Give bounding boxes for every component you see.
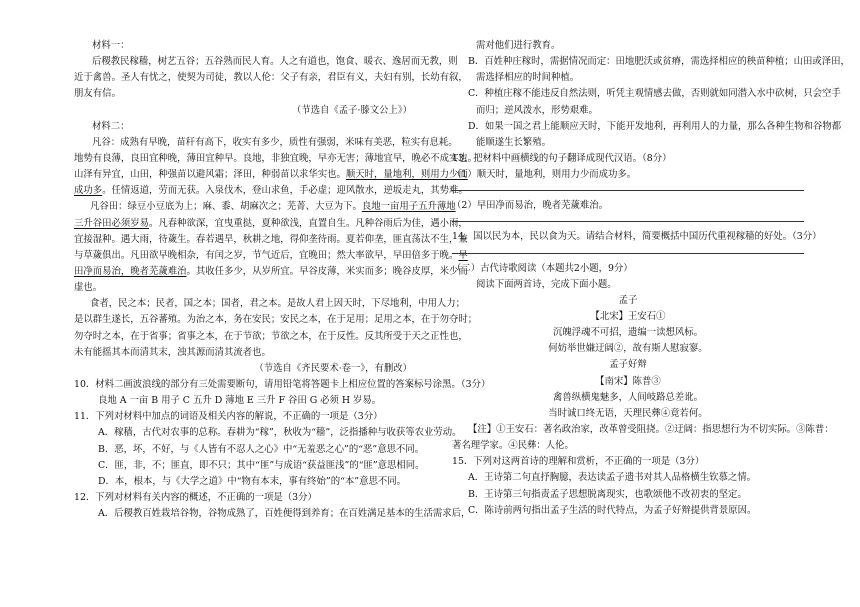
text-line (74, 103, 420, 119)
line-text: 何妨举世嫌迂阔②，故有斯人慰寂寥。 (548, 343, 708, 355)
text-line (74, 38, 420, 54)
line-text: 阅读下面两首诗，完成下面小题。 (476, 278, 617, 290)
text-line (74, 474, 420, 490)
left-column (74, 38, 491, 522)
line-text: 能顺遂生长繁殖。 (476, 136, 552, 148)
line-text: 后稷教民稼穑，树艺五谷；五谷熟而民人育。人之有道也，饱食、暖衣、逸居而无教，则 (92, 56, 458, 68)
text-line (452, 406, 804, 422)
line-text: 11．下列对材料中加点的词语及相关内容的解说，不正确的一项是（3分） (74, 411, 383, 423)
line-text: A．王诗第二句直抒胸臆，表达读孟子遗书对其人品格横生钦慕之情。 (468, 472, 757, 484)
text-line (74, 167, 468, 183)
line-text: 未有能摇其本而清其末，浊其源而清其流者也。 (74, 346, 271, 358)
text-line (452, 38, 804, 54)
line-text: B．恶，坏，不好，与《人皆有不忍人之心》中“无羞恶之心”的“恶”意思不同。 (98, 443, 425, 455)
text-line (74, 86, 420, 102)
text-line (74, 345, 420, 361)
line-text: 凡谷：成熟有早晚，苗秆有高下，收实有多少，质性有强弱，米味有美恶，粒实有息耗。 (92, 136, 458, 148)
underlined-sentence: 良地一亩用子五升薄地 (361, 201, 456, 213)
line-text-after: 。任情返道，劳而无获。入泉伐木，登山求鱼，手必虚；迎风散水，逆坂走丸，其势难。 (102, 185, 468, 197)
text-line (74, 393, 420, 409)
line-text: C．陈诗前两句指出孟子生活的时代特点，为孟子好辩提供背景原因。 (468, 504, 757, 516)
answer-line[interactable] (452, 253, 804, 254)
underlined-sentence: 成功多 (74, 185, 103, 197)
line-text: 良地 A 一亩 B 用子 C 五升 D 薄地 E 三升 F 谷田 G 必须 H 岁易。 (98, 395, 382, 407)
line-text: 近于禽兽。圣人有忧之，使契为司徒，教以人伦：父子有亲，君臣有义，夫妇有别，长幼有叙， (74, 72, 468, 84)
text-line (452, 503, 804, 519)
text-line (452, 357, 804, 373)
line-text: 当时诚口终无语，天理民彝④竟若何。 (548, 407, 708, 419)
line-text-after: 。凡春种欲深，宜曳重挞，夏种欲浅，直置自生。凡种谷雨后为佳，遇小雨， (149, 217, 468, 229)
line-text: 材料一： (92, 40, 130, 51)
line-text: 需对他们进行教育。 (476, 40, 561, 51)
line-text: 【注】①王安石：著名政治家，改革曾受阻挠。②迂阔：指思想行为不切实际。③陈普： (468, 423, 834, 435)
text-line (74, 312, 478, 328)
text-line (74, 442, 425, 458)
line-text: （2）早田净而易治，晚者芜薉难治。 (452, 200, 608, 212)
text-line (74, 54, 458, 70)
text-line (452, 103, 804, 119)
text-line (74, 183, 468, 199)
line-text: 14．国以民为本，民以食为天。请结合材料，简要概括中国历代重视稼穑的好处。（3分） (452, 231, 822, 243)
text-line (452, 277, 804, 293)
line-text: 著名理学家。④民彝：人伦。 (452, 440, 574, 452)
text-line (452, 374, 804, 390)
text-line (74, 377, 491, 393)
line-text: 13．把材料中画横线的句子翻译成现代汉语。（8分） (452, 152, 672, 164)
underlined-sentence: 顺天时，量地利，则用力少而 (345, 169, 468, 181)
right-column (452, 38, 850, 519)
text-line (74, 296, 466, 312)
line-text: 凡谷田：绿豆小豆底为上；麻、黍、胡麻次之；芜菁、大豆为下。 (90, 201, 362, 213)
answer-line[interactable] (452, 221, 804, 222)
line-text: B．王诗第三句指责孟子思想脱离现实，也歌颂他不改初衷的坚定。 (468, 488, 747, 500)
line-text: 孟子 (618, 294, 638, 306)
text-line (452, 70, 804, 86)
line-text: C．种植庄稼不能违反自然法则，听凭主观情感去做，否则就如同潜入水中砍树，只会空手 (468, 88, 841, 100)
line-text: D．如果一国之君上能顺应天时，下能开发地利，再利用人的力量，那么各种生物和谷物都 (468, 120, 842, 132)
text-line (452, 309, 804, 325)
line-text: 勿夺时之本，在于省事；省事之本，在于节欲；节欲之本，在于反性。反其所受于天之正性也， (74, 330, 468, 342)
line-text: 孟子好辩 (609, 359, 647, 371)
line-text: 15．下列对这两首诗的理解和赏析，不正确的一项是（3分） (452, 456, 705, 468)
text-line (74, 425, 462, 441)
line-text: 材料二： (92, 120, 130, 132)
text-line (74, 264, 468, 280)
text-line (74, 135, 458, 151)
line-text: （节选自《齐民要术·卷一》，有删改） (254, 362, 412, 374)
text-line (452, 470, 804, 486)
text-line (452, 229, 822, 245)
text-line (74, 216, 468, 232)
text-line (452, 390, 804, 406)
line-text: A．稼穑，古代对农事的总称。春耕为“稼”，秋收为“穑”，泛指播种与收获等农业劳动。 (98, 427, 462, 439)
text-line (452, 135, 804, 151)
text-line (452, 487, 804, 503)
text-line (452, 54, 850, 70)
text-line (74, 248, 468, 264)
text-line (452, 167, 804, 183)
text-line (452, 119, 842, 135)
text-line (74, 199, 456, 215)
line-text: C．匪，非，不；匪直，即不只；其中“匪”与成语“获益匪浅”的“匪”意思相同。 (98, 459, 425, 471)
line-text: 禽兽纵横鬼魅多，人间岐路总差讹。 (552, 391, 703, 403)
line-text: 是以群生遂长，五谷蕃殖。为治之本，务在安民；安民之本，在于足用；足用之本，在于勿夺时； (74, 314, 478, 326)
text-line (452, 86, 841, 102)
underlined-sentence: 三升谷田必须岁易 (74, 217, 150, 229)
text-line (452, 151, 804, 167)
line-text-after: 。其收任多少，从岁所宜。早谷皮薄，米实而多；晚谷皮厚，米少而 (186, 265, 468, 277)
line-text: 朋友有信。 (74, 88, 121, 100)
underlined-sentence: 早 (458, 249, 468, 261)
line-text: A．后稷教百姓栽培谷物，谷物成熟了，百姓便得到养育；在百姓满足基本的生活需求后， (98, 508, 471, 520)
text-line (74, 151, 478, 167)
line-text: （二）古代诗歌阅读（本题共2小题，9分） (452, 262, 633, 274)
line-text: 虚也。 (74, 282, 103, 294)
text-line (74, 280, 420, 296)
answer-line[interactable] (452, 190, 804, 191)
text-line (74, 232, 468, 248)
text-line (452, 438, 804, 454)
line-text: 【北宋】王安石① (590, 310, 666, 322)
text-line (74, 119, 420, 135)
line-text: （节选自《孟子·滕文公上》） (291, 104, 412, 116)
line-text: 需选择相应的时间种植。 (476, 72, 580, 84)
line-text: B．百姓种庄稼时，需据情况而定：田地肥沃或贫瘠，需选择相应的秧苗种植；山田或泽田， (468, 56, 850, 68)
text-line (74, 506, 471, 522)
line-text: 10．材料二画波浪线的部分有三处需要断句，请用铅笔将答题卡上相应位置的答案标号涂黑。（3分） (74, 378, 491, 390)
text-line (74, 490, 420, 506)
text-line (74, 329, 468, 345)
text-line (452, 454, 804, 470)
text-line (452, 422, 834, 438)
underlined-sentence: 田净而易治，晚者芜薉难治 (74, 265, 187, 277)
text-line (452, 341, 804, 357)
line-text: 而归；逆风泼水，形势艰难。 (476, 104, 598, 116)
line-text: 【南宋】陈普③ (595, 375, 661, 387)
line-text: 12．下列对材料有关内容的概述，不正确的一项是（3分） (74, 491, 317, 503)
line-text: D．本，根本，与《大学之道》中“物有本末，事有终始”的“本”意思不同。 (98, 475, 406, 487)
line-text: 食者，民之本；民者，国之本；国者，君之本。是故人君上因天时，下尽地利，中用人力； (90, 298, 466, 310)
text-line (452, 261, 804, 277)
text-line (74, 361, 420, 377)
line-text: 宜接湿种。遇大雨，待薉生。春若遇旱，秋耕之地，得仰垄待雨。夏若仰垄，匪直荡汰不生，兼 (74, 233, 468, 245)
line-text: 山泽有异宜，山田，种强苗以避风霜；泽田，种弱苗以求华实也。 (74, 169, 346, 181)
text-line (74, 70, 468, 86)
text-line (74, 458, 425, 474)
text-line (452, 293, 804, 309)
line-text: （1）顺天时，量地利，则用力少而成功多。 (452, 169, 637, 181)
text-line (74, 409, 420, 425)
text-line (452, 325, 804, 341)
line-text: 与草薉俱出。凡田欲早晚相杂，有闰之岁，节气近后，宜晚田；然大率欲早，早田倍多于晚。 (74, 249, 459, 261)
text-line (452, 198, 804, 214)
line-text: 沉魄浮魂不可招，遗编一读想风标。 (552, 327, 703, 339)
line-text: 地势有良薄，良田宜种晚，薄田宜种早。良地，非独宜晚，早亦无害；薄地宜早，晚必不成实也。 (74, 152, 478, 164)
